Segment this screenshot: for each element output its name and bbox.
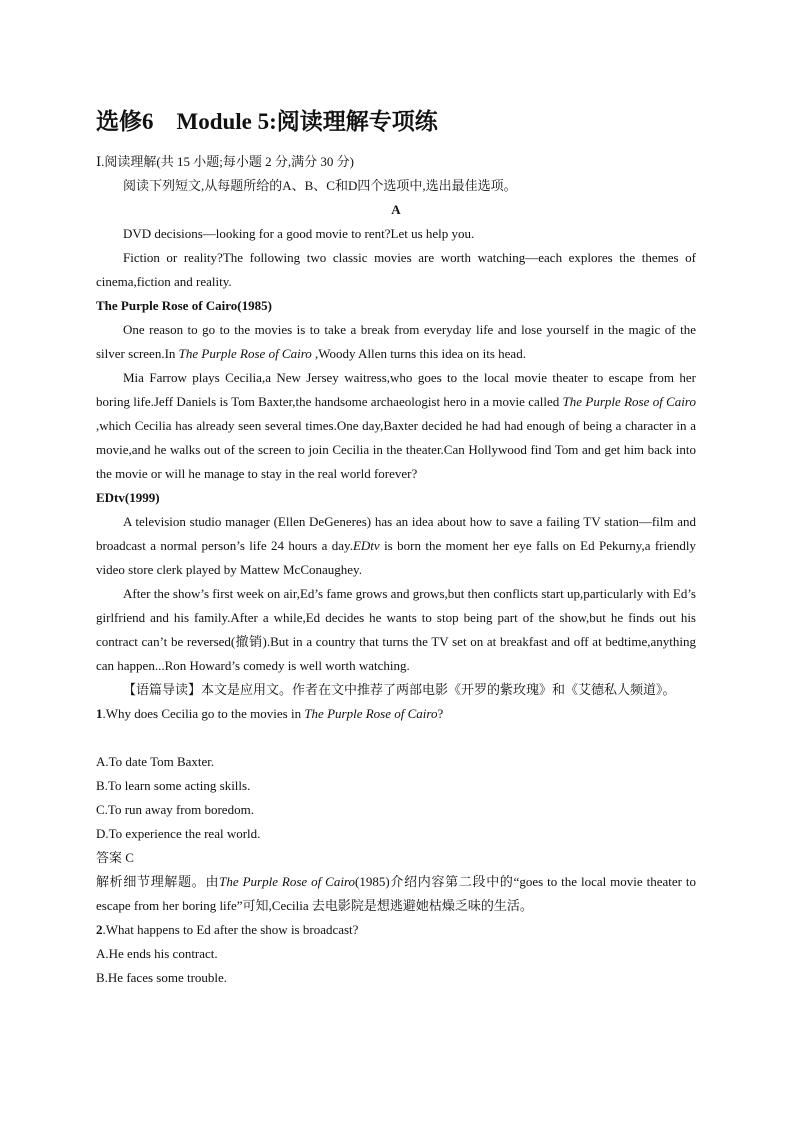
question-1-option-b: B.To learn some acting skills.: [96, 778, 251, 793]
instruction-text: 阅读下列短文,从每题所给的A、B、C和D四个选项中,选出最佳选项。: [123, 178, 517, 193]
document-page: [96, 108, 696, 990]
intro-paragraph-1: DVD decisions—looking for a good movie to rent?Let us help you.: [123, 226, 475, 241]
section-heading: Ⅰ.阅读理解(共 15 小题;每小题 2 分,满分 30 分): [96, 154, 354, 169]
question-2-option-b: B.He faces some trouble.: [96, 970, 228, 985]
intro-paragraph-2: Fiction or reality?The following two classic movies are worth watching—each explores the themes of cinema,fiction and reality.: [96, 250, 696, 289]
movie1-paragraph-1: One reason to go to the movies is to take a break from everyday life and lose yourself in the magic of the silver screen.In The Purple Rose of Cairo ,Woody Allen turns this idea on its head.: [96, 322, 696, 361]
question-1-stem: 1.Why does Cecilia go to the movies in The Purple Rose of Cairo?: [96, 706, 444, 721]
passage-label: A: [391, 202, 401, 217]
movie2-heading: EDtv(1999): [96, 490, 160, 505]
movie1-paragraph-2: Mia Farrow plays Cecilia,a New Jersey waitress,who goes to the local movie theater to escape from her boring life.Jeff Daniels is Tom Baxter,the handsome archaeologist hero in a movie called The Purple Rose of Cairo ,which Cecilia has already seen several times.One day,Baxter decided he had had enough of being a character in a movie,and he walks out of the screen to join Cecilia in the theater.Can Hollywood find Tom and get him back into the movie or will he manage to stay in the real world forever?: [96, 370, 696, 481]
spacer: [96, 726, 696, 750]
question-2-option-a: A.He ends his contract.: [96, 946, 218, 961]
page-title: 选修6 Module 5:阅读理解专项练: [96, 109, 438, 134]
question-1-answer: 答案 C: [96, 850, 134, 865]
movie2-paragraph-2: After the show’s first week on air,Ed’s fame grows and grows,but then conflicts start up,particularly with Ed’s girlfriend and his family.After a while,Ed decides he wants to stop being part of the show,but he finds out his contract can’t be reversed(撤销).But in a country that turns the TV set on at breakfast and off at bedtime,anything can happen...Ron Howard’s comedy is well worth watching.: [96, 586, 696, 673]
question-1-option-c: C.To run away from boredom.: [96, 802, 254, 817]
movie1-heading: The Purple Rose of Cairo(1985): [96, 298, 272, 313]
question-2-stem: 2.What happens to Ed after the show is broadcast?: [96, 922, 359, 937]
question-1-option-a: A.To date Tom Baxter.: [96, 754, 215, 769]
question-1-option-d: D.To experience the real world.: [96, 826, 261, 841]
question-1-analysis: 解析细节理解题。由The Purple Rose of Cairo(1985)介绍内容第二段中的“goes to the local movie theater to escape from her boring life”可知,Cecilia 去电影院是想逃避她枯燥乏味的生活。: [96, 874, 696, 913]
movie2-paragraph-1: A television studio manager (Ellen DeGeneres) has an idea about how to save a failing TV station—film and broadcast a normal person’s life 24 hours a day.EDtv is born the moment her eye falls on Ed Pekurny,a friendly video store clerk played by Mattew McConaughey.: [96, 514, 697, 577]
guide-text: 【语篇导读】本文是应用文。作者在文中推荐了两部电影《开罗的紫玫瑰》和《艾德私人频道》。: [123, 682, 676, 697]
